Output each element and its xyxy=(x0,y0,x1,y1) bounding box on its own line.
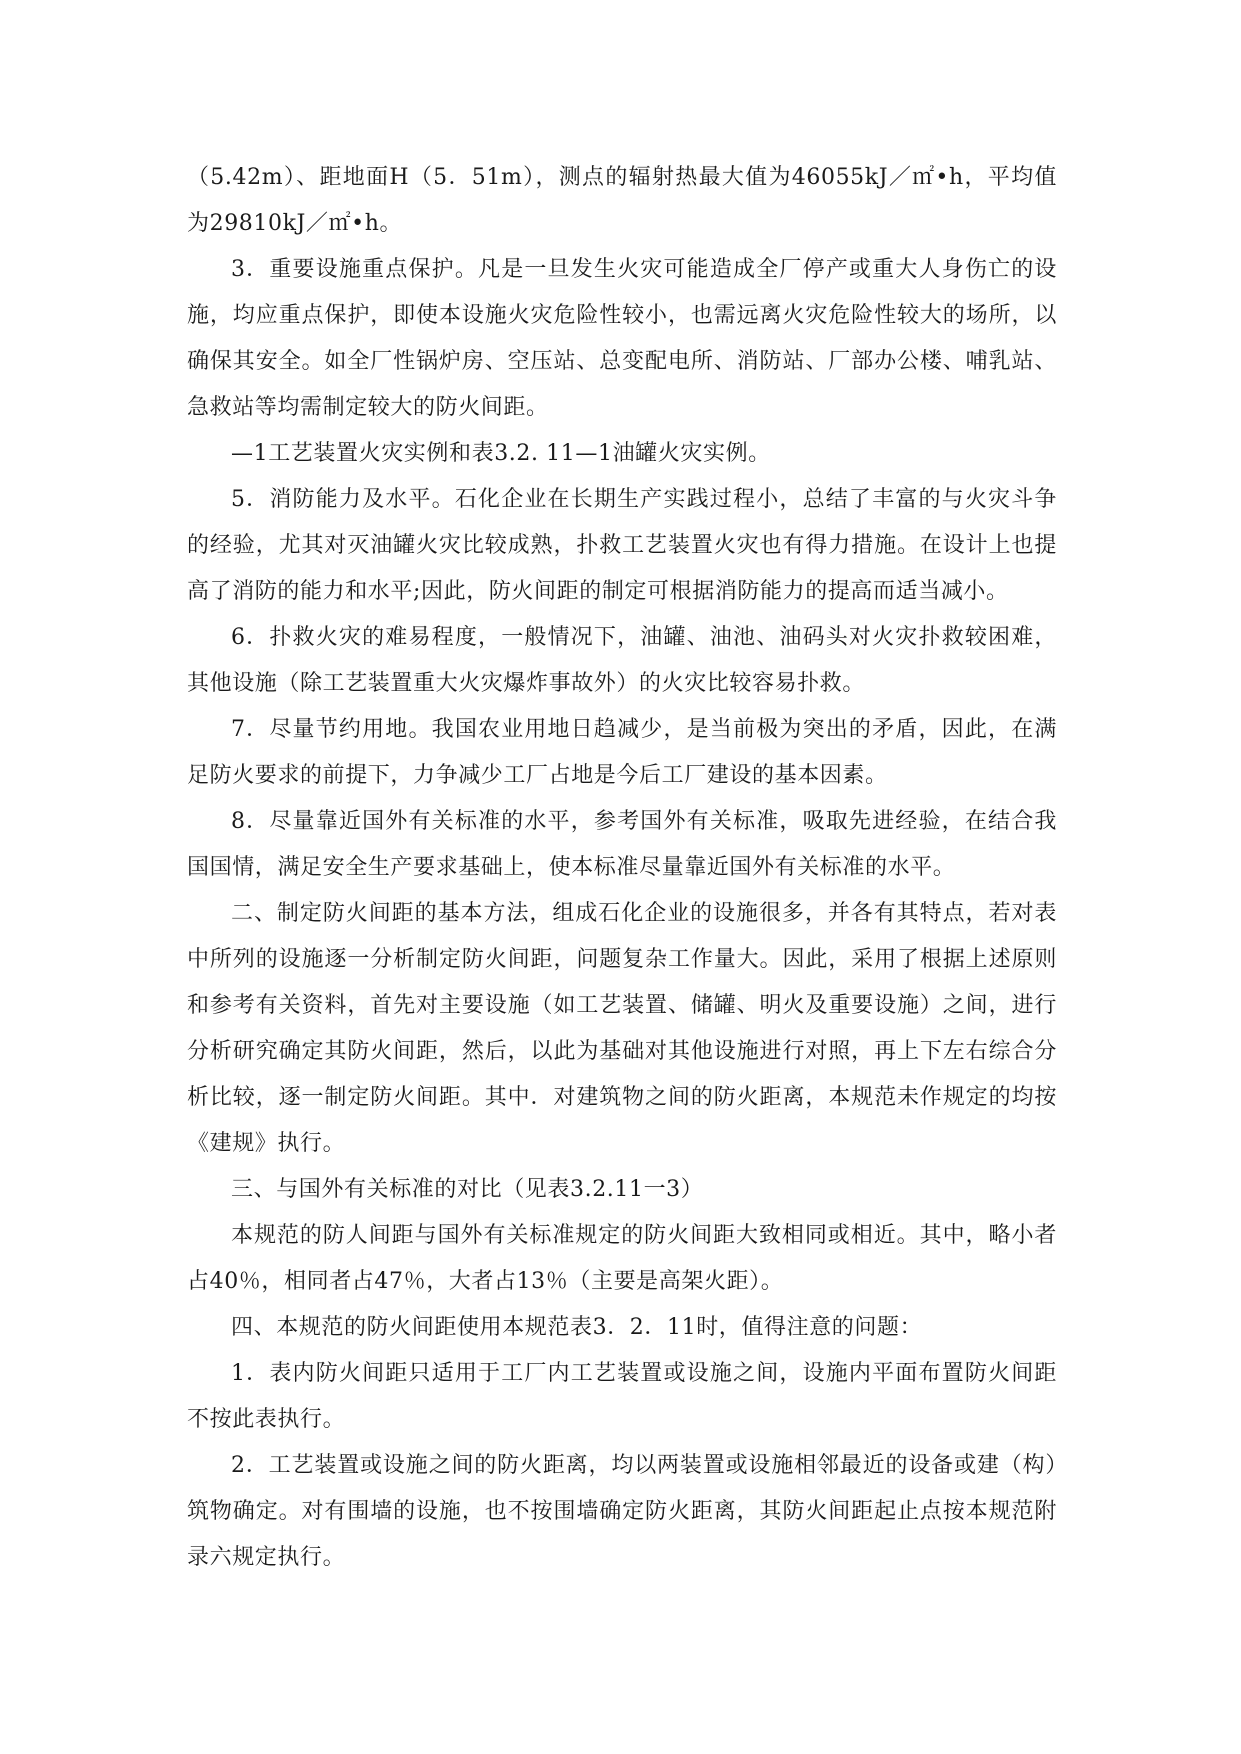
paragraph-radiant-heat: （5.42m）、距地面H（5．51m），测点的辐射热最大值为46055kJ／㎡•h，平均值为29810kJ／㎡•h。 xyxy=(187,165,1057,236)
paragraph-foreign-standards: 8．尽量靠近国外有关标准的水平，参考国外有关标准，吸取先进经验，在结合我国国情，满足安全生产要求基础上，使本标准尽量靠近国外有关标准的水平。 xyxy=(187,809,1057,880)
paragraph-note-2: 2．工艺装置或设施之间的防火距离，均以两装置或设施相邻最近的设备或建（构）筑物确定。对有围墙的设施，也不按围墙确定防火距离，其防火间距起止点按本规范附录六规定执行。 xyxy=(187,1453,1057,1570)
paragraph-basic-method: 二、制定防火间距的基本方法，组成石化企业的设施很多，并各有其特点，若对表中所列的设施逐一分析制定防火间距，问题复杂工作量大。因此，采用了根据上述原则和参考有关资料，首先对主要设施（如工艺装置、储罐、明火及重要设施）之间，进行分析研究确定其防火间距，然后，以此为基础对其他设施进行对照，再上下左右综合分析比较，逐一制定防火间距。其中．对建筑物之间的防火距离，本规范未作规定的均按《建规》执行。 xyxy=(187,901,1057,1156)
paragraph-key-facility-protection: 3．重要设施重点保护。凡是一旦发生火灾可能造成全厂停产或重大人身伤亡的设施，均应重点保护，即使本设施火灾危险性较小，也需远离火灾危险性较大的场所，以确保其安全。如全厂性锅炉房、空压站、总变配电所、消防站、厂部办公楼、哺乳站、急救站等均需制定较大的防火间距。 xyxy=(187,257,1057,420)
paragraph-land-saving: 7．尽量节约用地。我国农业用地日趋减少，是当前极为突出的矛盾，因此，在满足防火要求的前提下，力争减少工厂占地是今后工厂建设的基本因素。 xyxy=(187,717,1057,788)
heading-usage-notes: 四、本规范的防火间距使用本规范表3．2．11时，值得注意的问题： xyxy=(231,1315,923,1340)
paragraph-extinguishing-difficulty: 6．扑救火灾的难易程度，一般情况下，油罐、油池、油码头对火灾扑救较困难，其他设施（除工艺装置重大火灾爆炸事故外）的火灾比较容易扑救。 xyxy=(187,625,1057,696)
document-body xyxy=(187,155,1057,1581)
paragraph-note-1: 1．表内防火间距只适用于工厂内工艺装置或设施之间，设施内平面布置防火间距不按此表执行。 xyxy=(187,1361,1057,1432)
paragraph-firefighting-capacity: 5．消防能力及水平。石化企业在长期生产实践过程小，总结了丰富的与火灾斗争的经验，尤其对灭油罐火灾比较成熟，扑救工艺装置火灾也有得力措施。在设计上也提高了消防的能力和水平;因此，防火间距的制定可根据消防能力的提高而适当减小。 xyxy=(187,487,1057,604)
heading-foreign-comparison: 三、与国外有关标准的对比（见表3.2.11一3） xyxy=(231,1177,704,1202)
paragraph-comparison-result: 本规范的防人间距与国外有关标准规定的防火间距大致相同或相近。其中，略小者占40％，相同者占47％，大者占13％（主要是高架火距）。 xyxy=(187,1223,1057,1294)
paragraph-fire-examples: —1工艺装置火灾实例和表3.2. 11—1油罐火灾实例。 xyxy=(231,441,771,466)
